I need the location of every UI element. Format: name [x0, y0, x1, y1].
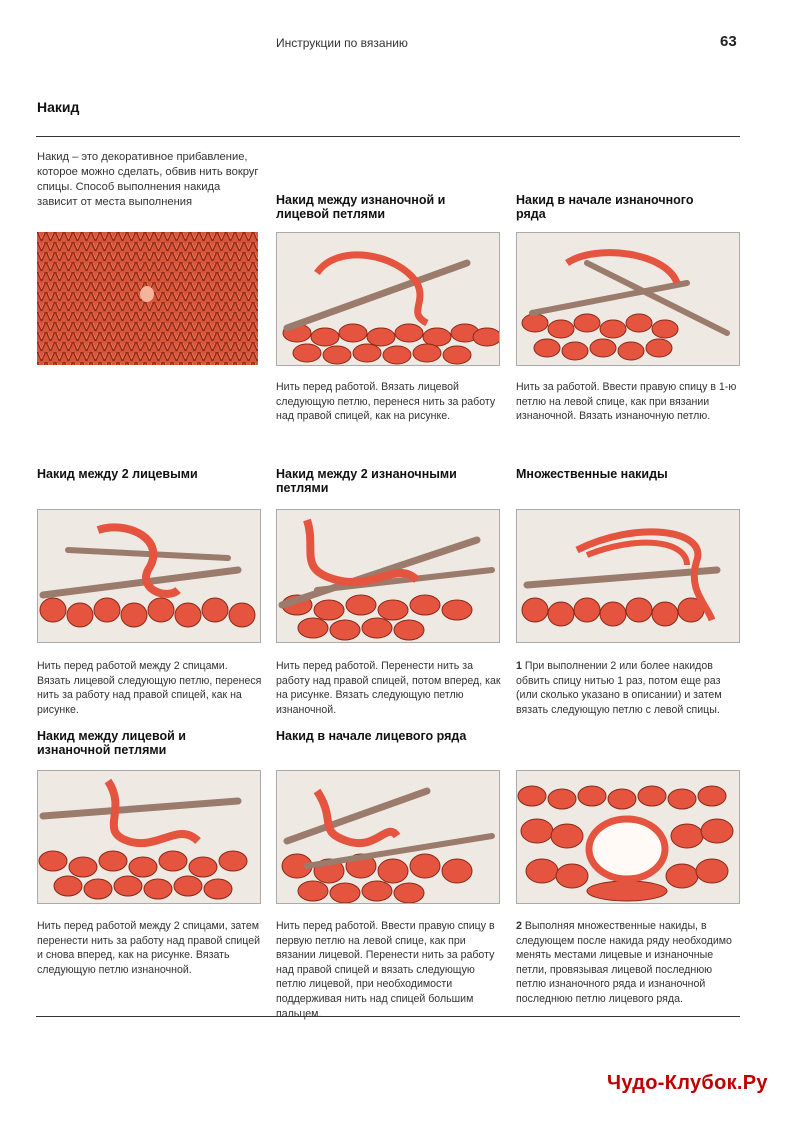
illustration-yo-start-purl-row	[516, 232, 740, 366]
caption-yo-purl-knit: Нить перед работой. Вязать лицевой следующую петлю, перенеся нить за работу над правой спицей, как на рисунке.	[276, 381, 496, 423]
illustration-multiple-yo	[516, 509, 740, 643]
page-number: 63	[720, 33, 737, 50]
caption-multiple-yo-1	[516, 659, 741, 717]
caption-yo-between-knits: Нить перед работой между 2 спицами. Вязать лицевой следующую петлю, перенеся нить за работу над правой спицей, как на рисунке.	[37, 660, 262, 716]
heading-yo-between-purls: Накид между 2 изнаночными петлями	[276, 467, 457, 495]
caption-yo-knit-purl: Нить перед работой между 2 спицами, затем перенести нить за работу над правой спицей и снова вперед, как на рисунке. Вязать следующую петлю изнаночной.	[37, 920, 261, 976]
intro-text: Накид – это декоративное прибавление, которое можно сделать, обвив нить вокруг спицы. Способ выполнения накида зависит от места выполнения	[37, 151, 259, 208]
caption-yo-start-purl-row: Нить за работой. Ввести правую спицу в 1-ю петлю на левой спице, как при вязании изнаночной. Вязать изнаночную петлю.	[516, 381, 737, 423]
caption-yo-start-knit-row: Нить перед работой. Ввести правую спицу в первую петлю на левой спице, как при вязании лицевой. Перенести нить за работу над правой спицей и вязать следующую петлю лицевой, при необходимости поддерживая нить над спицей большим пальцем.	[276, 920, 495, 1020]
divider	[36, 136, 740, 137]
illustration-yo-start-knit-row	[276, 770, 500, 904]
step-number: 1	[516, 660, 522, 672]
heading-yo-purl-knit: Накид между изнаночной и лицевой петлями	[276, 193, 446, 221]
heading-yo-start-knit-row: Накид в начале лицевого ряда	[276, 729, 467, 743]
illustration-yo-between-knits	[37, 509, 261, 643]
illustration-yo-purl-knit	[276, 232, 500, 366]
illustration-yo-between-purls	[276, 509, 500, 643]
running-title: Инструкции по вязанию	[276, 36, 408, 50]
illustration-yo-knit-purl	[37, 770, 261, 904]
heading-yo-knit-purl: Накид между лицевой и изнаночной петлями	[37, 729, 186, 757]
caption-text: Выполняя множественные накиды, в следующем после накида ряду необходимо менять местами лицевые и изнаночные петли, провязывая лицевой последнюю петлю изнаночного ряда и изнаночной последнюю петлю лицевого ряда.	[516, 920, 732, 1005]
watermark: Чудо-Клубок.Ру	[607, 1072, 768, 1094]
caption-text: При выполнении 2 или более накидов обвить спицу нитью 1 раз, потом еще раз (или сколько указано в описании) и затем вязать следующую петлю с левой спицы.	[516, 660, 722, 716]
knitted-swatch-photo	[37, 232, 258, 365]
heading-yo-between-knits: Накид между 2 лицевыми	[37, 467, 198, 481]
caption-yo-between-purls: Нить перед работой. Перенести нить за работу над правой спицей, потом вперед, как на рисунке. Вязать следующую петлю изнаночной.	[276, 660, 501, 716]
heading-multiple-yo: Множественные накиды	[516, 467, 668, 481]
illustration-multiple-yo-hole	[516, 770, 740, 904]
section-title: Накид	[37, 99, 80, 115]
step-number: 2	[516, 920, 522, 932]
divider	[36, 1016, 740, 1017]
caption-multiple-yo-2	[516, 919, 741, 1007]
heading-yo-start-purl-row: Накид в начале изнаночного ряда	[516, 193, 694, 221]
